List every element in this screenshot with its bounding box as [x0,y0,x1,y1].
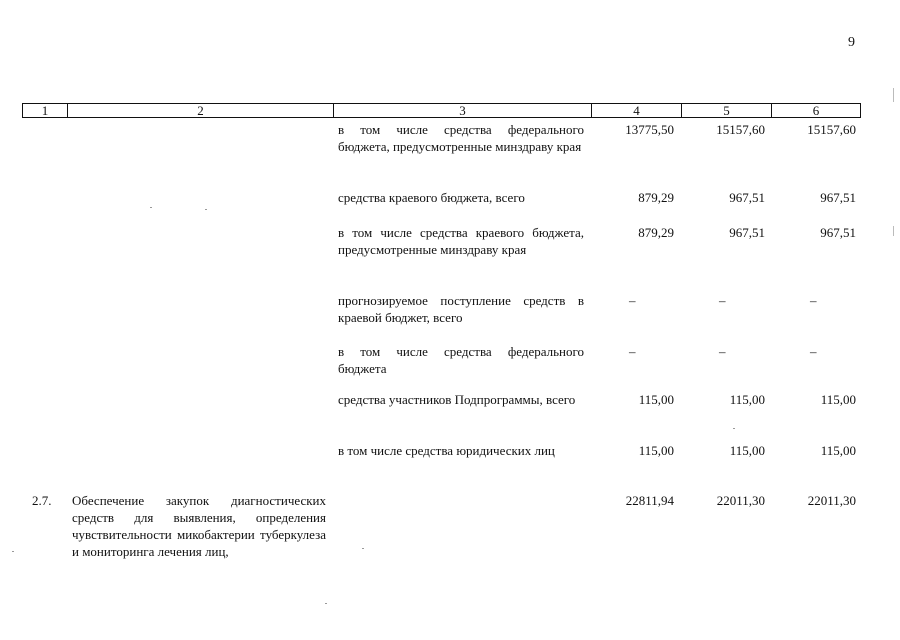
header-col-1: 1 [41,103,49,118]
row-value-col5: – [719,293,726,308]
scan-edge-mark [893,226,894,236]
row-value-col6: 15157,60 [807,122,856,137]
row-value-col4: 879,29 [638,225,674,240]
section-number: 2.7. [32,493,52,508]
row-description: прогнозируемое поступление средств в краевой бюджет, всего [338,293,584,325]
table-header-row [22,103,861,118]
section-value-col6: 22011,30 [807,493,856,508]
header-col-2: 2 [67,104,333,117]
row-description: в том числе средства федерального бюджета [338,344,584,376]
scan-speck [150,207,152,208]
row-description: средства краевого бюджета, всего [338,190,525,205]
scan-speck [733,428,735,429]
header-col-4: 4 [591,104,681,117]
row-value-col6: 115,00 [820,443,856,458]
row-value-col5: 967,51 [729,190,765,205]
page-number: 9 [848,35,855,50]
header-col-3: 3 [333,104,591,117]
row-value-col5: 115,00 [729,392,765,407]
row-value-col6: – [810,293,817,308]
row-value-col4: 13775,50 [625,122,674,137]
row-value-col4: – [629,293,636,308]
row-description: в том числе средства федерального бюджета, предусмотренные минздраву края [338,122,584,154]
scan-speck [12,551,14,552]
row-value-col5: 15157,60 [716,122,765,137]
section-title: Обеспечение закупок диагностических средств для выявления, определения чувствительности микобактерии туберкулеза и мониторинга лечения лиц, [72,493,326,559]
row-value-col6: 115,00 [820,392,856,407]
section-value-col5: 22011,30 [716,493,765,508]
row-description: в том числе средства юридических лиц [338,443,555,458]
header-col-6: 6 [771,104,860,117]
row-description: в том числе средства краевого бюджета, предусмотренные минздраву края [338,225,584,257]
section-value-col4: 22811,94 [625,493,674,508]
scan-speck [362,548,364,549]
row-value-col6: 967,51 [820,225,856,240]
row-value-col4: 879,29 [638,190,674,205]
row-value-col4: 115,00 [638,392,674,407]
row-value-col6: – [810,344,817,359]
row-value-col4: – [629,344,636,359]
row-value-col5: – [719,344,726,359]
row-value-col6: 967,51 [820,190,856,205]
row-description: средства участников Подпрограммы, всего [338,392,576,407]
row-value-col5: 115,00 [729,443,765,458]
scan-speck [325,603,327,604]
header-col-5: 5 [681,104,771,117]
scan-speck [205,209,207,210]
row-value-col4: 115,00 [638,443,674,458]
row-value-col5: 967,51 [729,225,765,240]
scan-edge-mark [893,88,894,102]
